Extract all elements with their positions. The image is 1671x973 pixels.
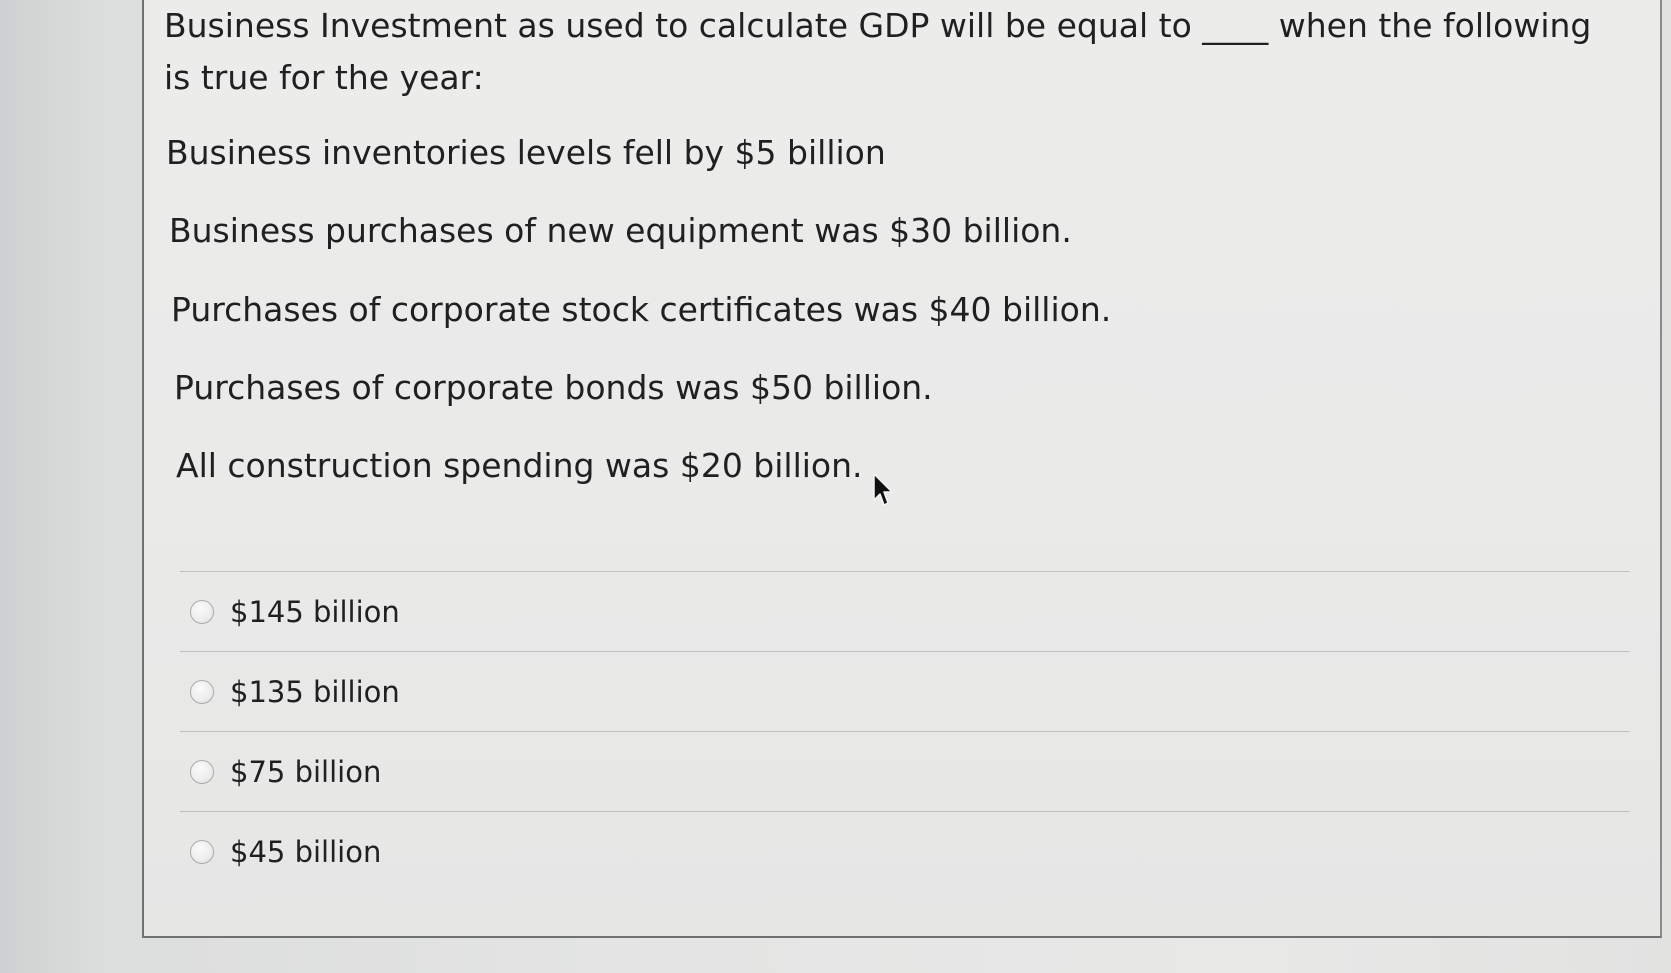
statement-bonds: Purchases of corporate bonds was $50 billion. [174, 368, 933, 407]
answer-option-145[interactable] [190, 590, 400, 634]
answer-option-75[interactable] [190, 750, 381, 794]
option-divider [180, 651, 1630, 652]
answer-option-135[interactable] [190, 670, 400, 714]
question-panel [142, 0, 1662, 938]
statement-equipment: Business purchases of new equipment was $30 billion. [169, 211, 1072, 250]
radio-button-icon[interactable] [190, 600, 214, 624]
mouse-pointer-icon [872, 472, 894, 508]
answer-option-label: $75 billion [230, 755, 382, 789]
option-divider [180, 811, 1630, 812]
option-divider [180, 731, 1630, 732]
radio-button-icon[interactable] [190, 760, 214, 784]
statement-construction: All construction spending was $20 billion. [176, 446, 863, 485]
question-text: Business Investment as used to calculate GDP will be equal to ____ when the following is true for the year: [164, 6, 1592, 97]
statement-inventories: Business inventories levels fell by $5 billion [166, 133, 886, 172]
answer-option-label: $45 billion [230, 835, 382, 869]
answer-option-45[interactable] [190, 830, 381, 874]
options-top-divider [180, 571, 1630, 572]
answer-option-label: $145 billion [230, 595, 400, 629]
radio-button-icon[interactable] [190, 840, 214, 864]
radio-button-icon[interactable] [190, 680, 214, 704]
statement-stock: Purchases of corporate stock certificates was $40 billion. [171, 290, 1112, 329]
answer-option-label: $135 billion [230, 675, 400, 709]
